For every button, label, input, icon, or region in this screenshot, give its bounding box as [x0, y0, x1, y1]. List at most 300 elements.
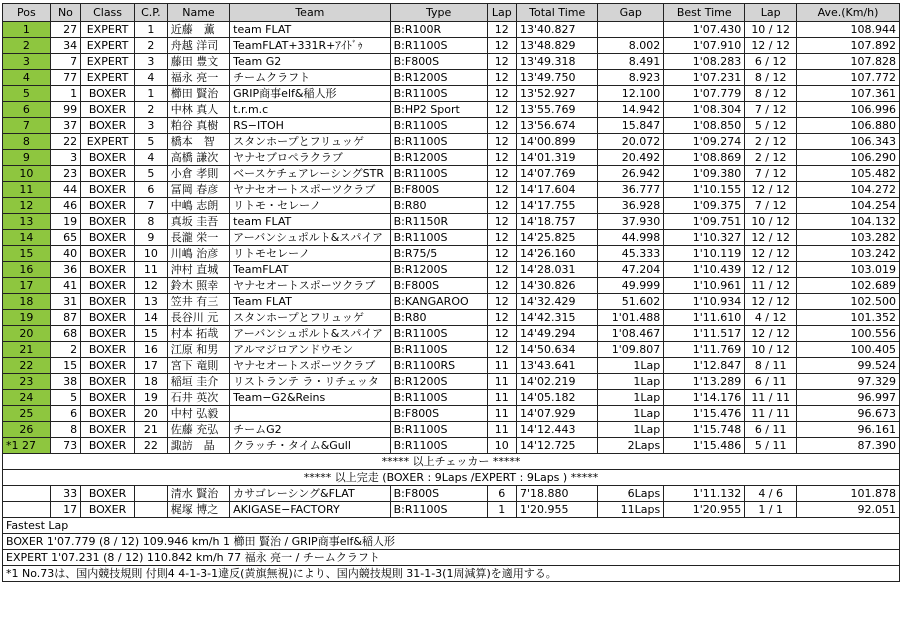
class-cell: BOXER	[81, 102, 135, 118]
ave-speed-cell: 100.556	[797, 326, 900, 342]
lap-cell: 11	[487, 390, 516, 406]
no-cell: 3	[50, 150, 80, 166]
best-lap-cell: 6 / 11	[745, 374, 797, 390]
table-row	[3, 502, 900, 518]
name-cell: 長瀧 栄一	[167, 230, 229, 246]
best-time-cell: 1'10.119	[664, 246, 745, 262]
cp-cell: 2	[135, 38, 168, 54]
name-cell: 高橋 謙次	[167, 150, 229, 166]
cp-cell: 5	[135, 166, 168, 182]
table-row	[3, 374, 900, 390]
best-lap-cell: 12 / 12	[745, 246, 797, 262]
name-cell: 諏訪 晶	[167, 438, 229, 454]
table-row	[3, 358, 900, 374]
best-time-cell: 1'13.289	[664, 374, 745, 390]
best-time-cell: 1'09.751	[664, 214, 745, 230]
ave-speed-cell: 101.352	[797, 310, 900, 326]
best-time-cell: 1'08.850	[664, 118, 745, 134]
team-cell: ベースケチェアレーシングSTR	[230, 166, 390, 182]
best-time-cell: 1'09.375	[664, 198, 745, 214]
type-cell: B:F800S	[390, 182, 487, 198]
class-cell: BOXER	[81, 166, 135, 182]
type-cell: B:R1100S	[390, 38, 487, 54]
best-lap-cell: 8 / 12	[745, 70, 797, 86]
cp-cell: 13	[135, 294, 168, 310]
no-cell: 41	[50, 278, 80, 294]
ave-speed-cell: 96.161	[797, 422, 900, 438]
name-cell: 稲垣 圭介	[167, 374, 229, 390]
ave-speed-cell: 107.828	[797, 54, 900, 70]
name-cell: 江原 和男	[167, 342, 229, 358]
lap-cell: 12	[487, 150, 516, 166]
fastest-lap-section	[3, 518, 900, 582]
best-lap-cell: 11 / 12	[745, 278, 797, 294]
class-cell: BOXER	[81, 390, 135, 406]
team-cell: スタンホープとフリュッゲ	[230, 134, 390, 150]
class-cell: BOXER	[81, 150, 135, 166]
total-time-cell: 13'55.769	[517, 102, 598, 118]
gap-cell: 6Laps	[598, 486, 664, 502]
no-cell: 38	[50, 374, 80, 390]
gap-cell: 51.602	[598, 294, 664, 310]
team-cell: ヤナセオートスポーツクラブ	[230, 358, 390, 374]
ave-speed-cell: 96.673	[797, 406, 900, 422]
best-time-cell: 1'11.517	[664, 326, 745, 342]
total-time-cell: 13'40.827	[517, 22, 598, 38]
name-cell: 村本 拓哉	[167, 326, 229, 342]
class-cell: BOXER	[81, 342, 135, 358]
type-cell: B:R1100S	[390, 86, 487, 102]
type-cell: B:R1100S	[390, 230, 487, 246]
team-cell: GRIP商事elf&稲人形	[230, 86, 390, 102]
gap-cell	[598, 22, 664, 38]
team-cell: アーバンシュポルト&スパイア	[230, 230, 390, 246]
ave-speed-cell: 104.132	[797, 214, 900, 230]
col-no: No	[50, 4, 80, 22]
best-lap-cell: 4 / 6	[745, 486, 797, 502]
table-row	[3, 22, 900, 38]
col-gap: Gap	[598, 4, 664, 22]
team-cell: チームクラフト	[230, 70, 390, 86]
type-cell: B:R1100RS	[390, 358, 487, 374]
name-cell: 中林 真人	[167, 102, 229, 118]
class-cell: EXPERT	[81, 70, 135, 86]
table-row	[3, 102, 900, 118]
best-time-cell: 1'11.769	[664, 342, 745, 358]
team-cell: team FLAT	[230, 214, 390, 230]
cp-cell: 4	[135, 150, 168, 166]
lap-cell: 1	[487, 502, 516, 518]
total-time-cell: 14'49.294	[517, 326, 598, 342]
gap-cell: 1Lap	[598, 422, 664, 438]
total-time-cell: 1'20.955	[517, 502, 598, 518]
best-lap-cell: 7 / 12	[745, 198, 797, 214]
type-cell: B:R1100S	[390, 326, 487, 342]
type-cell: B:R1200S	[390, 150, 487, 166]
cp-cell: 2	[135, 102, 168, 118]
table-row	[3, 390, 900, 406]
name-cell: 藤田 豊文	[167, 54, 229, 70]
best-lap-cell: 12 / 12	[745, 230, 797, 246]
team-cell: クラッチ・タイム&Gull	[230, 438, 390, 454]
lap-cell: 12	[487, 22, 516, 38]
gap-cell: 11Laps	[598, 502, 664, 518]
class-cell: BOXER	[81, 438, 135, 454]
best-time-cell: 1'20.955	[664, 502, 745, 518]
class-cell: BOXER	[81, 374, 135, 390]
ave-speed-cell: 106.343	[797, 134, 900, 150]
lap-cell: 12	[487, 214, 516, 230]
best-lap-cell: 5 / 11	[745, 438, 797, 454]
table-row	[3, 310, 900, 326]
class-cell: BOXER	[81, 230, 135, 246]
complete-note: ***** 以上完走 (BOXER : 9Laps /EXPERT : 9Laps ) *****	[3, 470, 900, 486]
best-lap-cell: 8 / 11	[745, 358, 797, 374]
table-row	[3, 278, 900, 294]
ave-speed-cell: 103.242	[797, 246, 900, 262]
class-cell: BOXER	[81, 326, 135, 342]
name-cell: 粕谷 真樹	[167, 118, 229, 134]
total-time-cell: 14'07.769	[517, 166, 598, 182]
cp-cell: 14	[135, 310, 168, 326]
total-time-cell: 14'28.031	[517, 262, 598, 278]
no-cell: 73	[50, 438, 80, 454]
best-time-cell: 1'15.748	[664, 422, 745, 438]
type-cell: B:R1200S	[390, 70, 487, 86]
no-cell: 40	[50, 246, 80, 262]
ave-speed-cell: 97.329	[797, 374, 900, 390]
gap-cell: 1Lap	[598, 374, 664, 390]
best-lap-cell: 12 / 12	[745, 262, 797, 278]
name-cell: 佐藤 充弘	[167, 422, 229, 438]
type-cell: B:R1100S	[390, 342, 487, 358]
ave-speed-cell: 92.051	[797, 502, 900, 518]
table-row	[3, 86, 900, 102]
table-row	[3, 486, 900, 502]
type-cell: B:R1100S	[390, 166, 487, 182]
total-time-cell: 7'18.880	[517, 486, 598, 502]
gap-cell: 20.492	[598, 150, 664, 166]
pos-cell: 25	[3, 406, 51, 422]
type-cell: B:R75/5	[390, 246, 487, 262]
lap-cell: 12	[487, 86, 516, 102]
total-time-cell: 14'12.725	[517, 438, 598, 454]
pos-cell: 7	[3, 118, 51, 134]
table-row	[3, 54, 900, 70]
type-cell: B:R1100S	[390, 502, 487, 518]
lap-cell: 6	[487, 486, 516, 502]
team-cell: リストランテ ラ・リチェッタ	[230, 374, 390, 390]
cp-cell: 7	[135, 198, 168, 214]
type-cell: B:F800S	[390, 278, 487, 294]
no-cell: 5	[50, 390, 80, 406]
pos-cell: 20	[3, 326, 51, 342]
lap-cell: 12	[487, 310, 516, 326]
best-time-cell: 1'08.304	[664, 102, 745, 118]
team-cell: ヤナセブロペラクラブ	[230, 150, 390, 166]
cp-cell	[135, 486, 168, 502]
cp-cell: 17	[135, 358, 168, 374]
team-cell: チームG2	[230, 422, 390, 438]
cp-cell: 22	[135, 438, 168, 454]
type-cell: B:R100R	[390, 22, 487, 38]
total-time-cell: 13'48.829	[517, 38, 598, 54]
class-cell: BOXER	[81, 86, 135, 102]
team-cell: TeamFLAT+331R+ｱｲﾄﾞｩ	[230, 38, 390, 54]
total-time-cell: 14'07.929	[517, 406, 598, 422]
table-row	[3, 230, 900, 246]
cp-cell: 1	[135, 86, 168, 102]
best-lap-cell: 11 / 11	[745, 406, 797, 422]
best-time-cell: 1'10.961	[664, 278, 745, 294]
col-class: Class	[81, 4, 135, 22]
no-cell: 34	[50, 38, 80, 54]
cp-cell: 3	[135, 118, 168, 134]
cp-cell: 11	[135, 262, 168, 278]
name-cell: 中村 弘毅	[167, 406, 229, 422]
cp-cell: 20	[135, 406, 168, 422]
no-cell: 44	[50, 182, 80, 198]
gap-cell: 8.002	[598, 38, 664, 54]
ave-speed-cell: 107.772	[797, 70, 900, 86]
ave-speed-cell: 106.880	[797, 118, 900, 134]
gap-cell: 47.204	[598, 262, 664, 278]
table-row	[3, 166, 900, 182]
col-best-time: Best Time	[664, 4, 745, 22]
team-cell	[230, 406, 390, 422]
cp-cell: 6	[135, 182, 168, 198]
class-cell: EXPERT	[81, 134, 135, 150]
name-cell: 真坂 圭吾	[167, 214, 229, 230]
no-cell: 17	[50, 502, 80, 518]
gap-cell: 20.072	[598, 134, 664, 150]
name-cell: 宮下 竜則	[167, 358, 229, 374]
ave-speed-cell: 106.996	[797, 102, 900, 118]
lap-cell: 12	[487, 54, 516, 70]
pos-cell: 17	[3, 278, 51, 294]
lap-cell: 12	[487, 230, 516, 246]
table-row	[3, 326, 900, 342]
ave-speed-cell: 87.390	[797, 438, 900, 454]
pos-cell: 12	[3, 198, 51, 214]
gap-cell: 14.942	[598, 102, 664, 118]
type-cell: B:R1100S	[390, 118, 487, 134]
best-time-cell: 1'14.176	[664, 390, 745, 406]
lap-cell: 11	[487, 422, 516, 438]
ave-speed-cell: 103.282	[797, 230, 900, 246]
table-row	[3, 294, 900, 310]
name-cell: 橋本 智	[167, 134, 229, 150]
cp-cell: 16	[135, 342, 168, 358]
team-cell: アーバンシュポルト&スパイア	[230, 326, 390, 342]
type-cell: B:HP2 Sport	[390, 102, 487, 118]
footnote: *1 No.73は、国内競技規則 付則4 4-1-3-1違反(黄旗無視)により、国内競技規則 31-1-3(1周減算)を適用する。	[3, 566, 900, 582]
checker-row	[3, 454, 900, 470]
no-cell: 7	[50, 54, 80, 70]
total-time-cell: 14'12.443	[517, 422, 598, 438]
header-row	[3, 4, 900, 22]
pos-cell: 11	[3, 182, 51, 198]
lap-cell: 11	[487, 374, 516, 390]
table-row	[3, 214, 900, 230]
best-lap-cell: 2 / 12	[745, 134, 797, 150]
no-cell: 31	[50, 294, 80, 310]
best-time-cell: 1'10.155	[664, 182, 745, 198]
no-cell: 77	[50, 70, 80, 86]
best-time-cell: 1'11.132	[664, 486, 745, 502]
team-cell: t.r.m.c	[230, 102, 390, 118]
name-cell: 福永 亮一	[167, 70, 229, 86]
name-cell: 清水 賢治	[167, 486, 229, 502]
ave-speed-cell: 102.500	[797, 294, 900, 310]
total-time-cell: 14'05.182	[517, 390, 598, 406]
best-time-cell: 1'10.934	[664, 294, 745, 310]
pos-cell: 19	[3, 310, 51, 326]
name-cell: 石井 英次	[167, 390, 229, 406]
table-row	[3, 38, 900, 54]
no-cell: 2	[50, 342, 80, 358]
pos-cell: 3	[3, 54, 51, 70]
col-type: Type	[390, 4, 487, 22]
pos-cell: 10	[3, 166, 51, 182]
table-row	[3, 406, 900, 422]
lap-cell: 12	[487, 278, 516, 294]
total-time-cell: 13'49.318	[517, 54, 598, 70]
class-cell: EXPERT	[81, 38, 135, 54]
team-cell: Team G2	[230, 54, 390, 70]
total-time-cell: 14'25.825	[517, 230, 598, 246]
lap-cell: 12	[487, 326, 516, 342]
class-cell: BOXER	[81, 310, 135, 326]
table-row	[3, 262, 900, 278]
lap-cell: 11	[487, 406, 516, 422]
ave-speed-cell: 102.689	[797, 278, 900, 294]
type-cell: B:F800S	[390, 406, 487, 422]
best-lap-cell: 5 / 12	[745, 118, 797, 134]
total-time-cell: 13'43.641	[517, 358, 598, 374]
team-cell: ヤナセオートスポーツクラブ	[230, 182, 390, 198]
class-cell: BOXER	[81, 198, 135, 214]
best-time-cell: 1'10.439	[664, 262, 745, 278]
ave-speed-cell: 103.019	[797, 262, 900, 278]
total-time-cell: 14'01.319	[517, 150, 598, 166]
name-cell: 冨岡 春彦	[167, 182, 229, 198]
gap-cell: 1'01.488	[598, 310, 664, 326]
best-time-cell: 1'11.610	[664, 310, 745, 326]
pos-cell: 13	[3, 214, 51, 230]
lap-cell: 12	[487, 262, 516, 278]
type-cell: B:R80	[390, 310, 487, 326]
col-name: Name	[167, 4, 229, 22]
total-time-cell: 14'00.899	[517, 134, 598, 150]
gap-cell: 8.491	[598, 54, 664, 70]
pos-cell: 23	[3, 374, 51, 390]
class-cell: BOXER	[81, 294, 135, 310]
cp-cell: 5	[135, 134, 168, 150]
lap-cell: 12	[487, 198, 516, 214]
best-lap-cell: 12 / 12	[745, 182, 797, 198]
team-cell: TeamFLAT	[230, 262, 390, 278]
col-cp: C.P.	[135, 4, 168, 22]
best-time-cell: 1'08.283	[664, 54, 745, 70]
best-lap-cell: 1 / 1	[745, 502, 797, 518]
best-lap-cell: 2 / 12	[745, 150, 797, 166]
table-row	[3, 150, 900, 166]
name-cell: 小倉 孝則	[167, 166, 229, 182]
no-cell: 27	[50, 22, 80, 38]
best-lap-cell: 12 / 12	[745, 38, 797, 54]
best-lap-cell: 12 / 12	[745, 326, 797, 342]
pos-cell: 6	[3, 102, 51, 118]
best-time-cell: 1'09.274	[664, 134, 745, 150]
class-cell: BOXER	[81, 246, 135, 262]
pos-cell	[3, 502, 51, 518]
total-time-cell: 14'50.634	[517, 342, 598, 358]
cp-cell: 1	[135, 22, 168, 38]
pos-cell: 16	[3, 262, 51, 278]
name-cell: 舟越 洋司	[167, 38, 229, 54]
lap-cell: 12	[487, 182, 516, 198]
class-cell: BOXER	[81, 262, 135, 278]
name-cell: 櫛田 賢治	[167, 86, 229, 102]
col-pos: Pos	[3, 4, 51, 22]
lap-cell: 12	[487, 294, 516, 310]
class-cell: EXPERT	[81, 22, 135, 38]
ave-speed-cell: 100.405	[797, 342, 900, 358]
no-cell: 99	[50, 102, 80, 118]
no-cell: 36	[50, 262, 80, 278]
team-cell: リトモ・セレーノ	[230, 198, 390, 214]
notes-body	[3, 454, 900, 486]
best-time-cell: 1'09.380	[664, 166, 745, 182]
team-cell: ヤナセオートスポーツクラブ	[230, 278, 390, 294]
pos-cell: 4	[3, 70, 51, 86]
total-time-cell: 14'26.160	[517, 246, 598, 262]
ave-speed-cell: 101.878	[797, 486, 900, 502]
pos-cell: 9	[3, 150, 51, 166]
pos-cell: 22	[3, 358, 51, 374]
class-cell: BOXER	[81, 502, 135, 518]
col-team: Team	[230, 4, 390, 22]
type-cell: B:R1200S	[390, 374, 487, 390]
best-time-cell: 1'08.869	[664, 150, 745, 166]
total-time-cell: 13'49.750	[517, 70, 598, 86]
cp-cell: 9	[135, 230, 168, 246]
cp-cell: 12	[135, 278, 168, 294]
no-cell: 37	[50, 118, 80, 134]
name-cell: 中嶋 志朗	[167, 198, 229, 214]
gap-cell: 36.928	[598, 198, 664, 214]
gap-cell: 26.942	[598, 166, 664, 182]
total-time-cell: 14'17.604	[517, 182, 598, 198]
cp-cell: 15	[135, 326, 168, 342]
type-cell: B:R1100S	[390, 390, 487, 406]
no-cell: 68	[50, 326, 80, 342]
name-cell: 沖村 直城	[167, 262, 229, 278]
cp-cell: 4	[135, 70, 168, 86]
gap-cell: 15.847	[598, 118, 664, 134]
ave-speed-cell: 108.944	[797, 22, 900, 38]
class-cell: BOXER	[81, 406, 135, 422]
pos-cell: 2	[3, 38, 51, 54]
pos-cell: 14	[3, 230, 51, 246]
name-cell: 梶塚 博之	[167, 502, 229, 518]
pos-cell: 15	[3, 246, 51, 262]
pos-cell: 26	[3, 422, 51, 438]
no-cell: 46	[50, 198, 80, 214]
best-lap-cell: 8 / 12	[745, 86, 797, 102]
cp-cell: 21	[135, 422, 168, 438]
